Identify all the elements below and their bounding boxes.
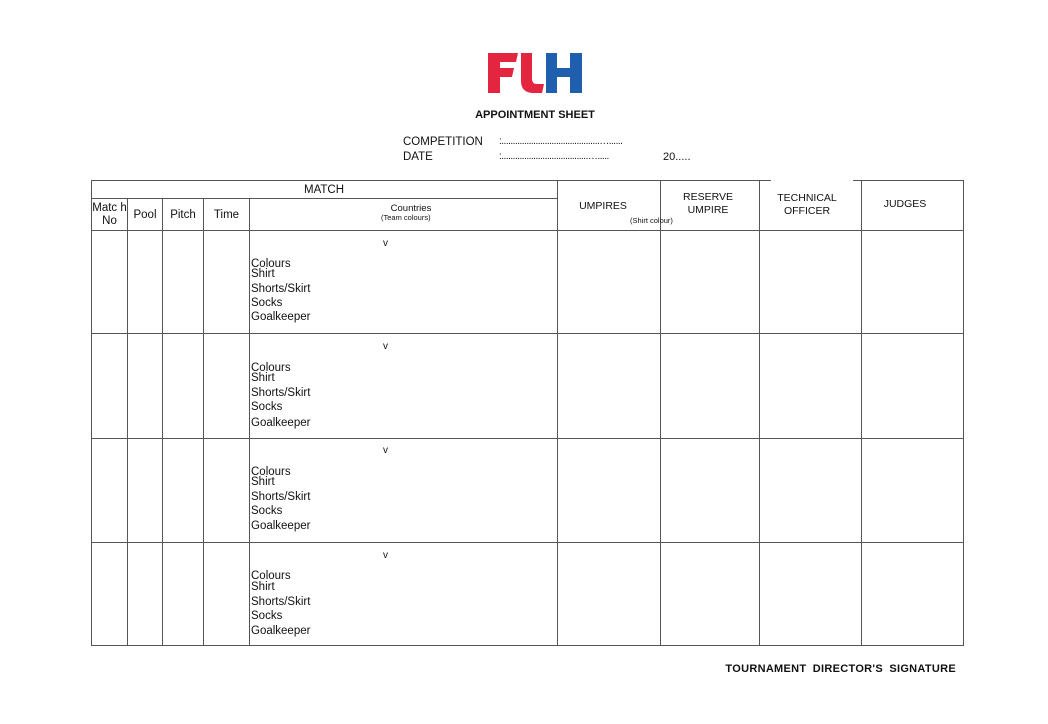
date-dots: :......................................…..... [499, 151, 609, 162]
goalkeeper-label: Goalkeeper [251, 310, 311, 323]
goalkeeper-label: Goalkeeper [251, 416, 311, 429]
header-shirt-colour: (Shirt colour) [630, 216, 673, 225]
colours-label: Colours [251, 466, 291, 478]
header-team-colours: (Team colours) [381, 213, 431, 222]
colours-label: Colours [251, 362, 291, 374]
shirt-label: Shirt [251, 476, 275, 488]
socks-label: Socks [251, 505, 283, 517]
shirt-label: Shirt [251, 372, 275, 384]
row-versus: v [383, 238, 388, 249]
shorts-skirt-label: Shorts/Skirt [251, 490, 311, 503]
shirt-label: Shirt [251, 268, 275, 280]
colours-label: Colours [251, 570, 291, 582]
colours-label: Colours [251, 258, 291, 270]
header-match: MATCH [303, 184, 345, 196]
socks-label: Socks [251, 610, 283, 622]
socks-label: Socks [251, 401, 283, 413]
date-label: DATE [403, 151, 433, 163]
goalkeeper-label: Goalkeeper [251, 519, 311, 532]
header-pitch: Pitch [170, 209, 196, 221]
row-versus: v [383, 445, 388, 456]
shirt-label: Shirt [251, 581, 275, 593]
header-judges: JUDGES [883, 198, 927, 210]
competition-dots: :...........................................…...... [499, 136, 623, 147]
row-versus: v [383, 341, 388, 352]
competition-label: COMPETITION [403, 136, 483, 148]
row-colour-labels [251, 465, 310, 533]
row-colour-labels [251, 361, 310, 430]
header-umpires: UMPIRES [579, 200, 627, 212]
row-versus: v [383, 550, 388, 561]
date-year: 20..... [663, 151, 691, 163]
header-match-no: Matc h No [92, 202, 127, 227]
shorts-skirt-label: Shorts/Skirt [251, 386, 311, 399]
header-time: Time [213, 209, 240, 221]
tournament-director-signature: TOURNAMENT DIRECTOR'S SIGNATURE [725, 663, 956, 675]
shorts-skirt-label: Shorts/Skirt [251, 595, 311, 608]
shorts-skirt-label: Shorts/Skirt [251, 282, 311, 295]
header-technical-officer: TECHNICAL OFFICER [777, 192, 837, 217]
header-reserve-umpire: RESERVE UMPIRE [683, 191, 733, 216]
page-title: APPOINTMENT SHEET [475, 109, 595, 121]
goalkeeper-label: Goalkeeper [251, 624, 311, 637]
header-countries: Countries [390, 203, 432, 214]
socks-label: Socks [251, 297, 283, 309]
row-colour-labels [251, 569, 310, 638]
row-colour-labels [251, 257, 310, 324]
header-pool: Pool [133, 209, 157, 221]
